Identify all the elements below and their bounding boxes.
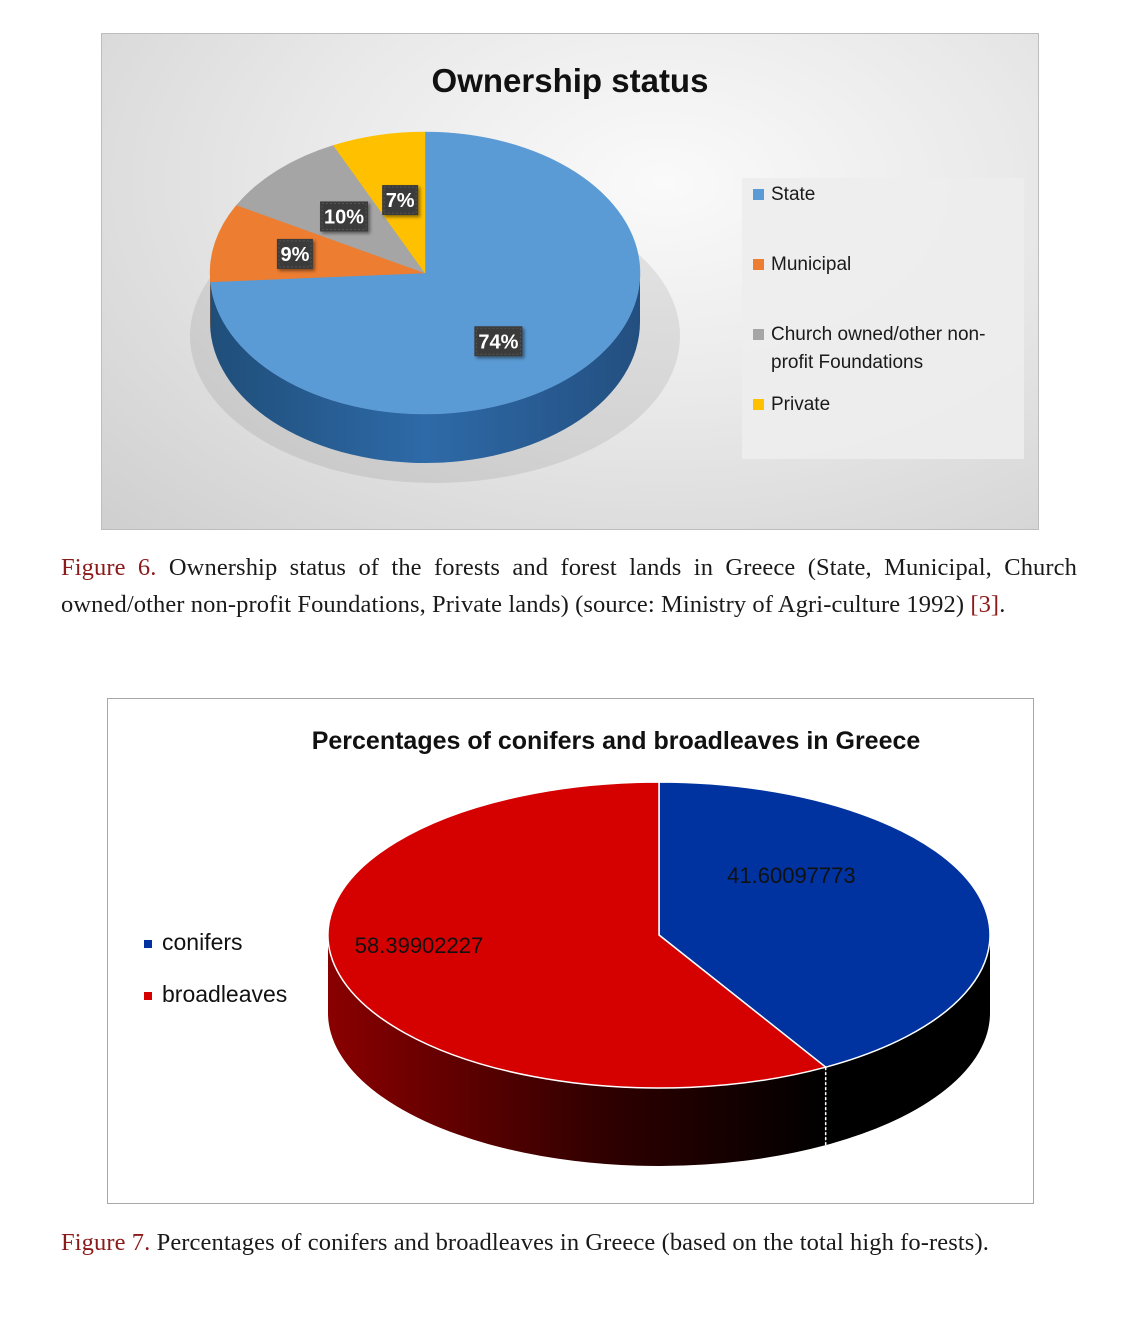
pie-data-label-municipal xyxy=(277,239,313,269)
legend-label-conifers: conifers xyxy=(162,929,243,955)
svg-text:9%: 9% xyxy=(280,243,310,266)
figure-7-caption-text: Percentages of conifers and broadleaves in Greece (based on the total high fo-rests). xyxy=(150,1229,989,1256)
legend-label-church: Church owned/other non- xyxy=(771,324,986,345)
ownership-pie-svg xyxy=(102,34,1038,529)
legend-swatch-private xyxy=(753,399,764,410)
pie-data-label-private xyxy=(382,185,418,215)
conifers-chart-title: Percentages of conifers and broadleaves in Greece xyxy=(311,727,921,755)
pie-data-label-church xyxy=(320,201,368,231)
conifers-legend xyxy=(144,929,287,1007)
pie-data-label-conifers: 41.60097773 xyxy=(727,863,856,888)
svg-text:74%: 74% xyxy=(478,331,519,354)
legend-label-municipal: Municipal xyxy=(771,254,852,275)
figure-7-caption xyxy=(61,1224,1077,1261)
legend-swatch-municipal xyxy=(753,259,764,270)
figure-6-caption-text: Ownership status of the forests and forest lands in Greece (State, Municipal, Church owned/other non-profit Foundations, Private lands) (source: Ministry of Agri-culture 1992) xyxy=(61,554,1077,618)
legend-label-broadleaves: broadleaves xyxy=(162,981,288,1007)
ownership-status-chart xyxy=(101,33,1039,530)
ownership-legend xyxy=(742,178,1024,459)
legend-swatch-conifers xyxy=(144,940,152,948)
conifers-broadleaves-chart xyxy=(107,698,1034,1204)
reference-link-3[interactable]: [3] xyxy=(970,591,1000,618)
legend-swatch-broadleaves xyxy=(144,992,152,1000)
pie-data-label-broadleaves: 58.39902227 xyxy=(354,933,484,958)
legend-label-private: Private xyxy=(771,394,831,415)
legend-label-state: State xyxy=(771,184,816,205)
ownership-chart-title: Ownership status xyxy=(431,62,709,99)
figure-6-caption xyxy=(61,549,1077,623)
legend-swatch-state xyxy=(753,189,764,200)
svg-text:7%: 7% xyxy=(385,190,415,213)
conifers-pie-svg xyxy=(108,699,1033,1203)
svg-text:10%: 10% xyxy=(324,206,365,229)
legend-swatch-church xyxy=(753,329,764,340)
figure-6-caption-end: . xyxy=(999,591,1006,618)
figure-6-label: Figure 6. xyxy=(61,554,157,581)
legend-label-church: profit Foundations xyxy=(771,352,924,373)
figure-7-label: Figure 7. xyxy=(61,1229,151,1256)
pie-data-label-state xyxy=(474,326,522,356)
